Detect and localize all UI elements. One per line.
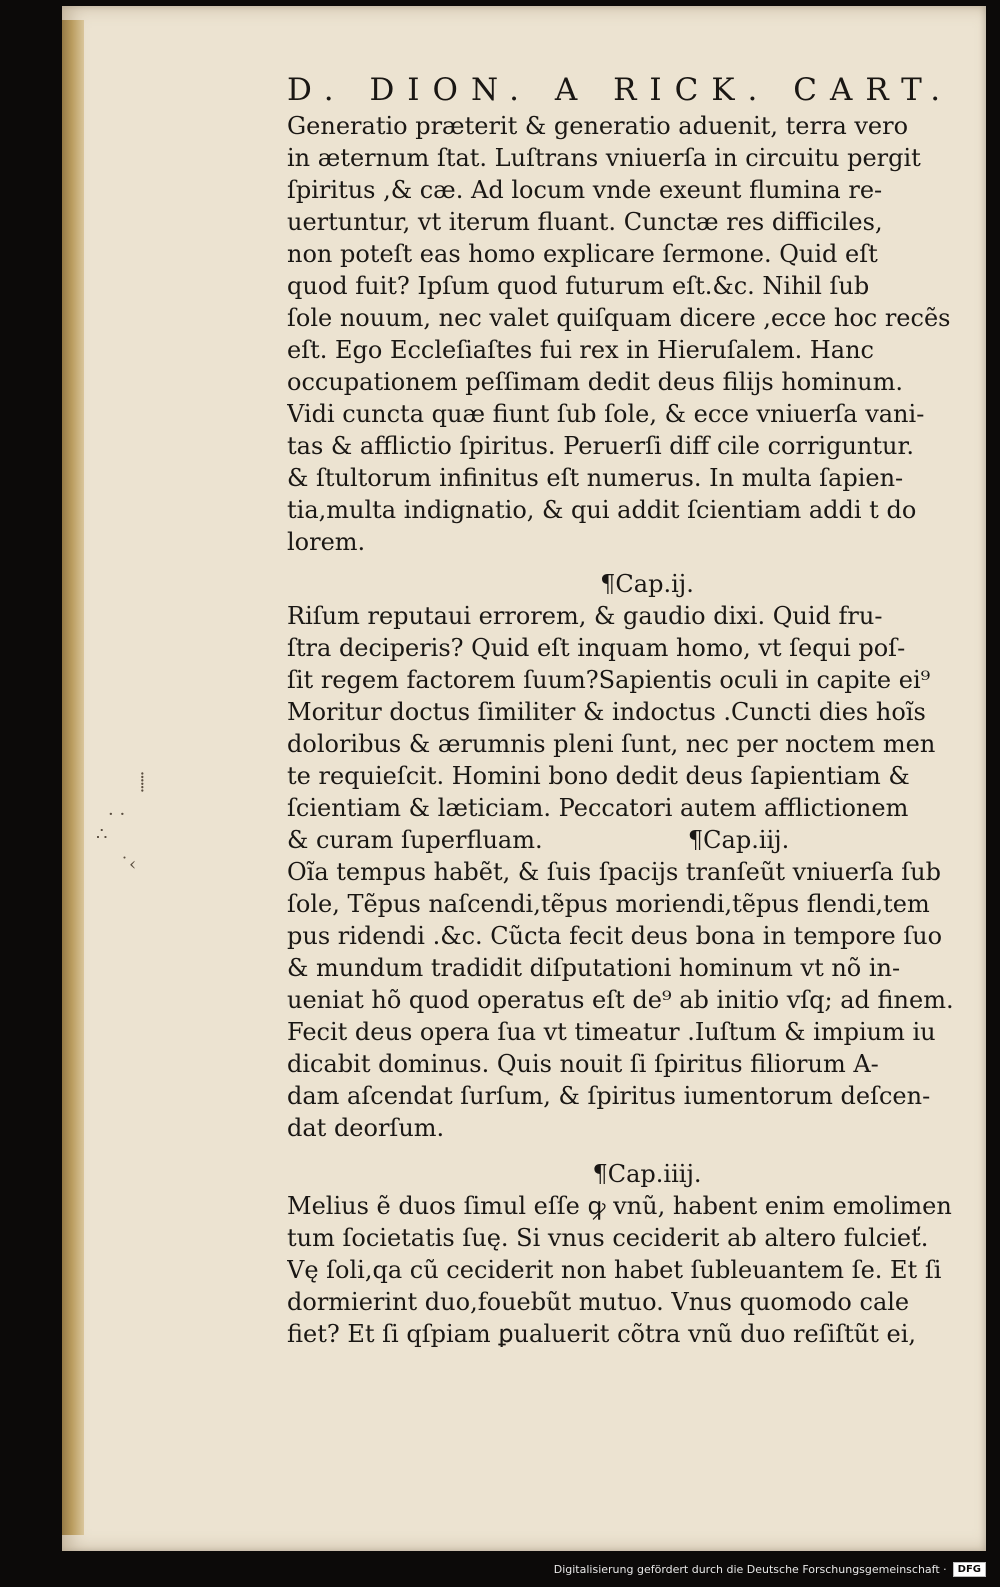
funding-notice: Digitalisierung gefördert durch die Deutsche Forschungsgemeinschaft · xyxy=(553,1562,947,1576)
text-line: ueniat hõ quod operatus eſt de⁹ ab initio vſq; ad finem. xyxy=(287,986,954,1014)
chapter-3-text xyxy=(287,856,967,1144)
text-line: ſole, Tẽpus naſcendi,tẽpus moriendi,tẽpus flendi,tem xyxy=(287,890,930,918)
text-line: ſcientiam & læticiam. Peccatori autem afflictionem xyxy=(287,794,909,822)
chapter-heading: ¶Cap.iij. xyxy=(687,826,790,854)
page-text xyxy=(287,70,967,1350)
text-line: dicabit dominus. Quis nouit ſi ſpiritus filiorum A- xyxy=(287,1050,879,1078)
text-line-with-heading xyxy=(287,824,967,856)
text-line: uertuntur, vt iterum fluant. Cunctæ res difficiles, xyxy=(287,208,883,236)
text-line: Vidi cuncta quæ fiunt ſub ſole, & ecce vniuerſa vani- xyxy=(287,400,925,428)
chapter-2-text xyxy=(287,600,967,856)
text-line: doloribus & ærumnis pleni ſunt, nec per noctem men xyxy=(287,730,936,758)
text-line: & ſtultorum infinitus eſt numerus. In multa ſapien- xyxy=(287,464,904,492)
text-line: eſt. Ego Eccleſiaſtes fui rex in Hieruſalem. Hanc xyxy=(287,336,874,364)
text-line: dam aſcendat ſurſum, & ſpiritus iumentorum deſcen- xyxy=(287,1082,931,1110)
text-line: ſtra deciperis? Quid eſt inquam homo, vt ſequi poſ- xyxy=(287,634,906,662)
text-line: te requieſcit. Homini bono dedit deus ſapientiam & xyxy=(287,762,910,790)
chapter-heading: ¶Cap.iiij. xyxy=(592,1160,702,1188)
chapter-4-text xyxy=(287,1190,967,1350)
chapter-heading: ¶Cap.ij. xyxy=(600,570,694,598)
text-line: occupationem peſſimam dedit deus filijs hominum. xyxy=(287,368,903,396)
text-line: ſpiritus ,& cæ. Ad locum vnde exeunt flumina re- xyxy=(287,176,883,204)
page-binding-edge xyxy=(62,20,84,1535)
text-line: dat deorſum. xyxy=(287,1114,445,1142)
text-line: pus ridendi .&c. Cũcta fecit deus bona in tempore ſuo xyxy=(287,922,943,950)
text-line: Generatio præterit & generatio aduenit, terra vero xyxy=(287,112,909,140)
margin-marks: ⸽ · · ∴ ˙‹ xyxy=(96,772,145,875)
text-line: fiet? Et ſi qſpiam ꝑualuerit cõtra vnũ duo reſiſtũt ei, xyxy=(287,1320,917,1348)
text-line: ſit regem factorem ſuum?Sapientis oculi in capite ei⁹ xyxy=(287,666,931,694)
text-line: tum ſocietatis ſuę. Si vnus ceciderit ab altero fulcieť. xyxy=(287,1224,929,1252)
text-line: & mundum tradidit diſputationi hominum vt nõ in- xyxy=(287,954,901,982)
text-line: Vę ſoli,qa cũ ceciderit non habet ſubleuantem ſe. Et ſi xyxy=(287,1256,942,1284)
text-line: in æternum ſtat. Luſtrans vniuerſa in circuitu pergit xyxy=(287,144,921,172)
text-line: dormierint duo,fouebũt mutuo. Vnus quomodo cale xyxy=(287,1288,910,1316)
text-line: non poteſt eas homo explicare ſermone. Quid eſt xyxy=(287,240,878,268)
chapter-1-text xyxy=(287,110,967,558)
text-line: Moritur doctus ſimiliter & indoctus .Cuncti dies hoĩs xyxy=(287,698,926,726)
dfg-logo: DFG xyxy=(953,1562,986,1577)
text-line: Melius ẽ duos ſimul eſſe ꝙ vnũ, habent enim emolimen xyxy=(287,1192,952,1220)
text-line: tia,multa indignatio, & qui addit ſcientiam addi t do xyxy=(287,496,917,524)
text-line: Riſum reputaui errorem, & gaudio dixi. Quid fru- xyxy=(287,602,883,630)
text-line: quod fuit? Ipſum quod futurum eſt.&c. Nihil ſub xyxy=(287,272,870,300)
text-line: Fecit deus opera ſua vt timeatur .Iuſtum & impium iu xyxy=(287,1018,936,1046)
text-line: tas & afflictio ſpiritus. Peruerſi diff cile corriguntur. xyxy=(287,432,914,460)
text-line: lorem. xyxy=(287,528,366,556)
text-line: & curam ſuperfluam. xyxy=(287,826,543,854)
digitization-footer xyxy=(0,1551,1000,1587)
text-line: Oĩa tempus habẽt, & ſuis ſpacijs tranſeũt vniuerſa ſub xyxy=(287,858,941,886)
text-line: ſole nouum, nec valet quiſquam dicere ,ecce hoc recẽs xyxy=(287,304,951,332)
running-head: D. DION. A RICK. CART. xyxy=(287,72,954,108)
